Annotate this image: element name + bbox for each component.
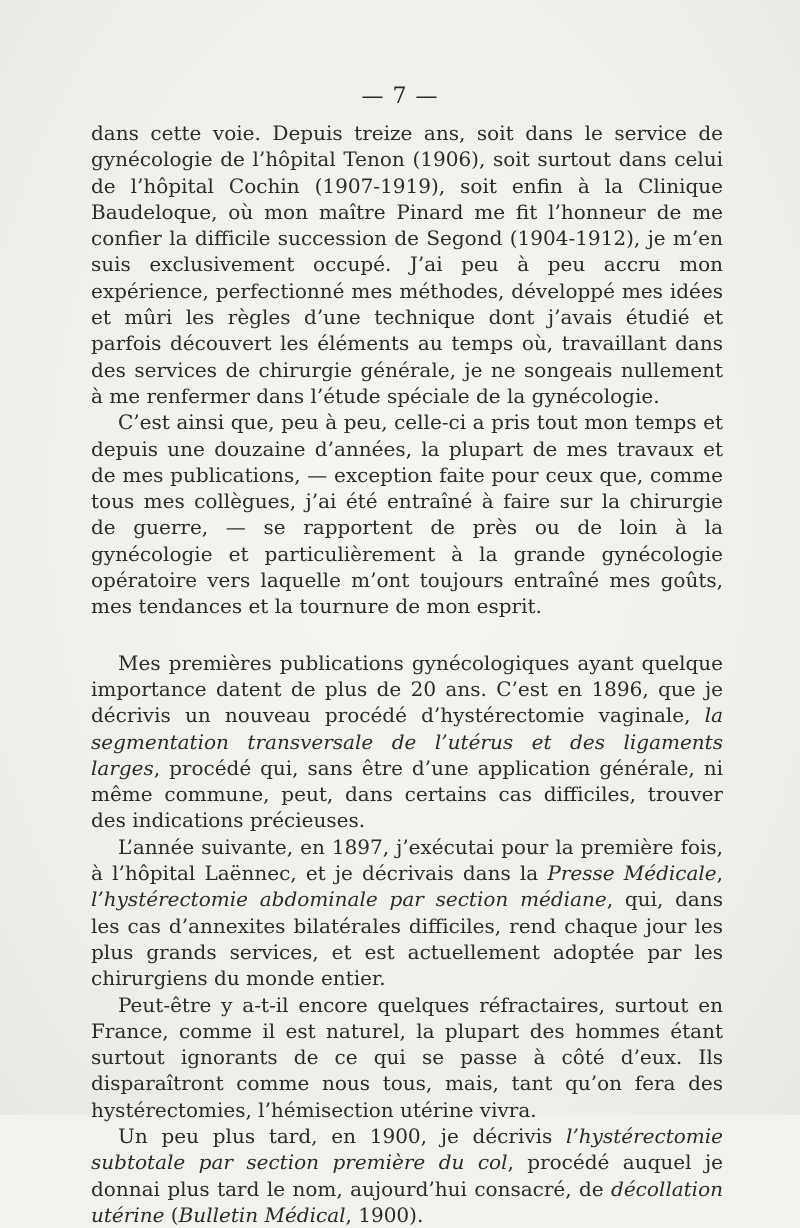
- text-run: Un peu plus tard, en 1900, je décrivis: [118, 1123, 567, 1148]
- italic-run: l’hystérectomie abdominale par section médiane: [91, 887, 607, 912]
- text-run: , qui, dans les cas d’annexites bilatérales difficiles, rend chaque jour les plus grands services, et est actuellement adoptée par les chirurgiens du monde entier.: [91, 887, 723, 991]
- italic-run: Presse Médicale: [547, 861, 717, 886]
- body-text: [91, 120, 723, 1228]
- text-run: , procédé qui, sans être d’une application générale, ni même commune, peut, dans certains cas difficiles, trouver des indications précieuses.: [91, 755, 723, 833]
- text-run: , 1900).: [345, 1202, 424, 1227]
- paragraph: [91, 1123, 723, 1228]
- paragraph: [91, 834, 723, 992]
- text-run: (: [164, 1202, 179, 1227]
- italic-run: l’hystérectomie subtotale par section première du col: [91, 1123, 723, 1175]
- text-run: L’année suivante, en 1897, j’exécutai pour la première fois, à l’hôpital Laënnec, et je décrivais dans la: [91, 834, 723, 886]
- text-run: ,: [716, 861, 723, 886]
- text-run: Mes premières publications gynécologiques ayant quelque importance datent de plus de 20 ans. C’est en 1896, que je décrivis un nouveau procédé d’hystérectomie vaginale,: [91, 650, 723, 728]
- paragraph: [91, 120, 723, 409]
- page-number: — 7 —: [361, 84, 439, 109]
- italic-run: décollation utérine: [91, 1176, 723, 1227]
- text-run: Peut-être y a-t-il encore quelques réfractaires, surtout en France, comme il est naturel, la plupart des hommes étant surtout ignorants de ce qui se passe à côté d’eux. Ils disparaîtront comme nous tous, mais, tant qu’on fera des hystérectomies, l’hémisection utérine vivra.: [91, 992, 723, 1122]
- paragraph: [91, 650, 723, 834]
- italic-run: Bulletin Médical: [178, 1202, 346, 1227]
- paragraph: [91, 992, 723, 1123]
- italic-run: la segmentation transversale de l’utérus et des ligaments larges: [91, 703, 723, 780]
- text-run: dans cette voie. Depuis treize ans, soit dans le service de gynécologie de l’hôpital Tenon (1906), soit surtout dans celui de l’hôpital Cochin (1907-1919), soit enfin à la Clinique Baudeloque, où mon maître Pinard me fit l’honneur de me confier la difficile succession de Segond (1904-1912), je m’en suis exclusivement occupé. J’ai peu à peu accru mon expérience, perfectionné mes méthodes, développé mes idées et mûri les règles d’une technique dont j’avais étudié et parfois découvert les éléments au temps où, travaillant dans des services de chirurgie générale, je ne songeais nullement à me renfermer dans l’étude spéciale de la gynécologie.: [91, 121, 723, 408]
- text-run: , procédé auquel je donnai plus tard le nom, aujourd’hui consacré, de: [91, 1150, 723, 1201]
- paragraph: [91, 409, 723, 619]
- text-run: C’est ainsi que, peu à peu, celle-ci a pris tout mon temps et depuis une douzaine d’années, la plupart de mes travaux et de mes publications, — exception faite pour ceux que, comme tous mes collègues, j’ai été entraîné à faire sur la chirurgie de guerre, — se rapportent de près ou de loin à la gynécologie et particulièrement à la grande gynécologie opératoire vers laquelle m’ont toujours entraîné mes goûts, mes tendances et la tournure de mon esprit.: [91, 410, 723, 619]
